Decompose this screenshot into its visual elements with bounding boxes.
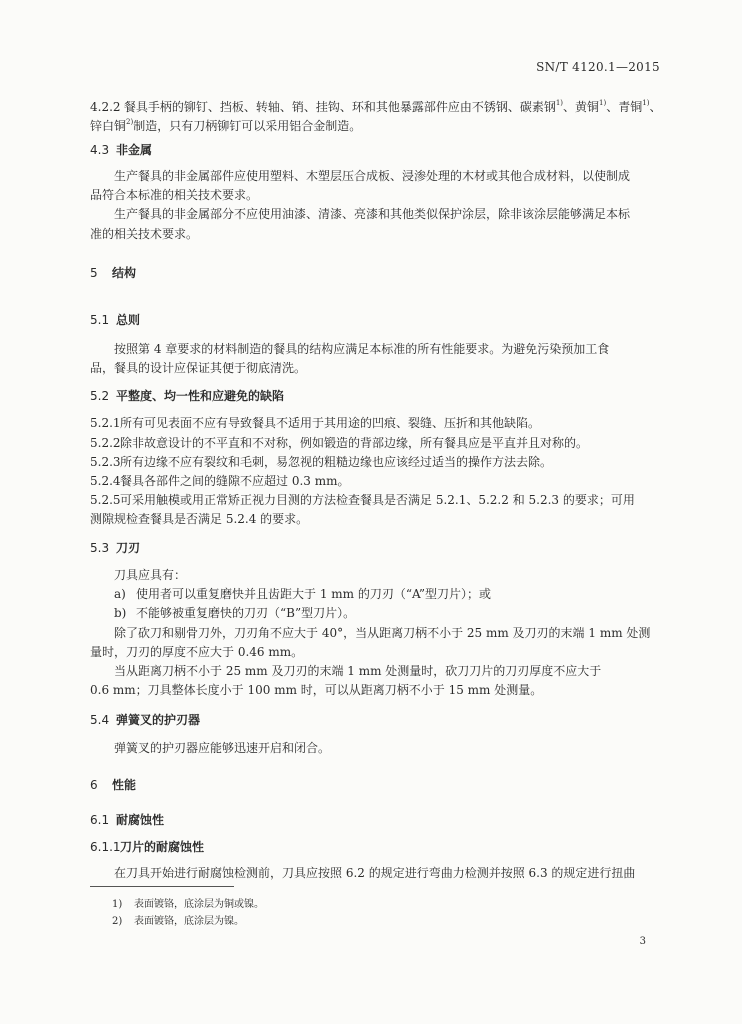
heading-6-1-1: 6.1.1刀片的耐腐蚀性 (90, 840, 205, 854)
standard-number: SN/T 4120.1—2015 (536, 60, 660, 74)
paragraph-4-3-2-line-1: 生产餐具的非金属部分不应使用油漆、清漆、亮漆和其他类似保护涂层，除非该涂层能够满足本标 (114, 207, 631, 221)
heading-6-1: 6.1 耐腐蚀性 (90, 813, 165, 827)
paragraph-5-3-2-line-1: 当从距离刀柄不小于 25 mm 及刀刃的末端 1 mm 处测量时，砍刀刀片的刀刃厚度不应大于 (114, 664, 602, 678)
clause-5-2-4: 5.2.4餐具各部件之间的缝隙不应超过 0.3 mm。 (90, 474, 350, 488)
clause-5-2-2: 5.2.2除非故意设计的不平直和不对称，例如锻造的背部边缘，所有餐具应是平直并且对称的。 (90, 436, 589, 450)
clause-5-2-1: 5.2.1所有可见表面不应有导致餐具不适用于其用途的凹痕、裂缝、压折和其他缺陷。 (90, 416, 541, 430)
footnote-1: 1) 表面镀铬，底涂层为铜或镍。 (112, 899, 264, 910)
heading-5-1: 5.1 总则 (90, 313, 141, 327)
paragraph-5-1-line-2: 品，餐具的设计应保证其便于彻底清洗。 (90, 361, 307, 375)
paragraph-5-3-2-line-2: 0.6 mm；刀具整体长度小于 100 mm 时，可以从距离刀柄不小于 15 mm 处测量。 (90, 683, 543, 697)
clause-4-2-2-line-2: 锌白铜$^{2)}$制造，只有刀柄铆钉可以采用铝合金制造。 (90, 118, 362, 133)
paragraph-4-3-1-line-1: 生产餐具的非金属部件应使用塑料、木塑层压合成板、浸渗处理的木材或其他合成材料，以使制成 (114, 169, 631, 183)
heading-5-3: 5.3 刀刃 (90, 541, 141, 555)
paragraph-5-4: 弹簧叉的护刃器应能够迅速开启和闭合。 (114, 741, 331, 755)
paragraph-5-1-line-1: 按照第 4 章要求的材料制造的餐具的结构应满足本标准的所有性能要求。为避免污染预加工食 (114, 342, 610, 356)
footnote-rule (90, 886, 234, 887)
heading-4-3: 4.3 非金属 (90, 143, 153, 157)
heading-5-4: 5.4 弹簧叉的护刃器 (90, 713, 201, 727)
paragraph-5-3-intro: 刀具应具有： (114, 568, 187, 582)
clause-5-2-5-line-1: 5.2.5可采用触模或用正常矫正视力目测的方法检查餐具是否满足 5.2.1、5.2.2 和 5.2.3 的要求；可用 (90, 493, 635, 507)
paragraph-5-3-1-line-2: 量时，刀刃的厚度不应大于 0.46 mm。 (90, 645, 304, 659)
heading-5: 5 结构 (90, 266, 137, 280)
heading-6: 6 性能 (90, 778, 137, 792)
list-item-a: a) 使用者可以重复磨快并且齿距大于 1 mm 的刀刃（“A”型刀片）；或 (114, 587, 492, 601)
clause-5-2-3: 5.2.3所有边缘不应有裂纹和毛刺，易忽视的粗糙边缘也应该经过适当的操作方法去除。 (90, 455, 553, 469)
paragraph-4-3-1-line-2: 品符合本标准的相关技术要求。 (90, 188, 259, 202)
clause-5-2-5-line-2: 测隙规检查餐具是否满足 5.2.4 的要求。 (90, 512, 309, 526)
paragraph-5-3-1-line-1: 除了砍刀和剔骨刀外，刀刃角不应大于 40°，当从距离刀柄不小于 25 mm 及刀刃的末端 1 mm 处测 (114, 626, 651, 640)
list-item-b: b) 不能够被重复磨快的刀刃（“B”型刀片）。 (114, 606, 356, 620)
page-number: 3 (639, 936, 646, 947)
paragraph-4-3-2-line-2: 准的相关技术要求。 (90, 227, 199, 241)
paragraph-6-1-1: 在刀具开始进行耐腐蚀检测前，刀具应按照 6.2 的规定进行弯曲力检测并按照 6.3 的规定进行扭曲 (114, 866, 636, 880)
heading-5-2: 5.2 平整度、均一性和应避免的缺陷 (90, 389, 285, 403)
clause-number: 4.2.2 (90, 100, 121, 114)
clause-4-2-2-line-1: 4.2.2 餐具手柄的铆钉、挡板、转轴、销、挂钩、环和其他暴露部件应由不锈钢、碳素钢$^{1)}$、黄铜$^{1)}$、青铜$^{1)}$、 (90, 99, 662, 114)
footnote-2: 2) 表面镀铬，底涂层为镍。 (112, 916, 244, 927)
